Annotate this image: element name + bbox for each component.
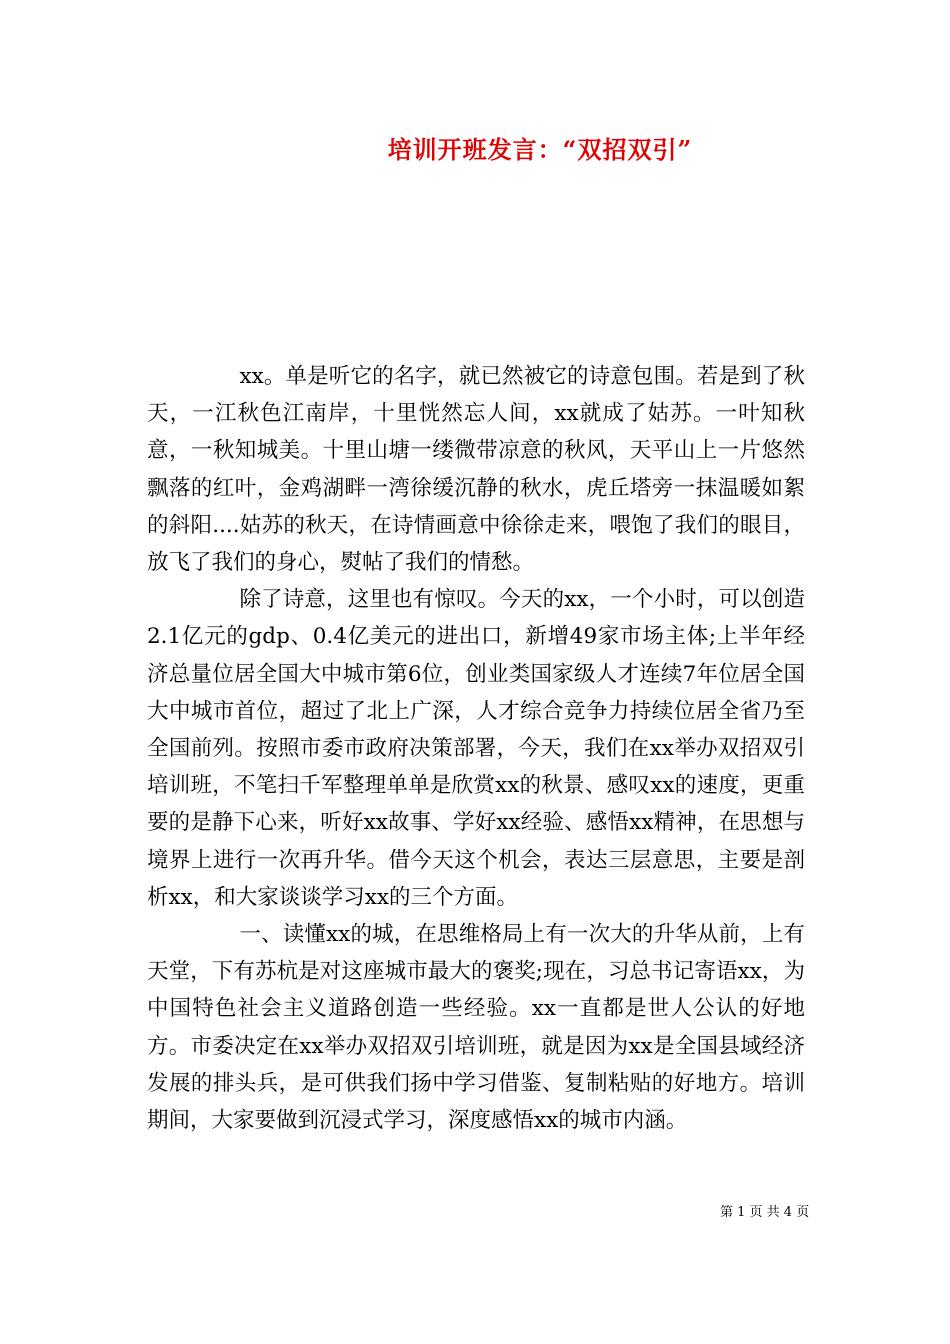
document-title: 培训开班发言：“双招双引” — [387, 135, 693, 164]
paragraph-3: 一、读懂xx的城，在思维格局上有一次大的升华从前，上有天堂，下有苏杭是对这座城市最大的褒奖;现在，习总书记寄语xx，为中国特色社会主义道路创造一些经验。xx一直都是世人公认的好地方。市委决定在xx举办双招双引培训班，就是因为xx是全国县域经济发展的排头兵，是可供我们扬中学习借鉴、复制粘贴的好地方。培训期间，大家要做到沉浸式学习，深度感悟xx的城市内涵。 — [147, 922, 805, 1134]
paragraph-2: 除了诗意，这里也有惊叹。今天的xx，一个小时，可以创造2.1亿元的gdp、0.4亿美元的进出口，新增49家市场主体;上半年经济总量位居全国大中城市第6位，创业类国家级人才连续7年位居全国大中城市首位，超过了北上广深，人才综合竞争力持续位居全省乃至全国前列。按照市委市政府决策部署，今天，我们在xx举办双招双引培训班，不笔扫千军整理单单是欣赏xx的秋景、感叹xx的速度，更重要的是静下心来，听好xx故事、学好xx经验、感悟xx精神，在思想与境界上进行一次再升华。借今天这个机会，表达三层意思，主要是剖析xx，和大家谈谈学习xx的三个方面。 — [147, 587, 805, 910]
document-body — [147, 358, 805, 1139]
paragraph-1: xx。单是听它的名字，就已然被它的诗意包围。若是到了秋天，一江秋色江南岸，十里恍然忘人间，xx就成了姑苏。一叶知秋意，一秋知城美。十里山塘一缕微带凉意的秋风，天平山上一片悠然飘落的红叶，金鸡湖畔一湾徐缓沉静的秋水，虎丘塔旁一抹温暖如絮的斜阳....姑苏的秋天，在诗情画意中徐徐走来，喂饱了我们的眼目，放飞了我们的身心，熨帖了我们的情愁。 — [147, 364, 805, 576]
page-number-footer: 第 1 页 共 4 页 — [720, 1205, 810, 1220]
